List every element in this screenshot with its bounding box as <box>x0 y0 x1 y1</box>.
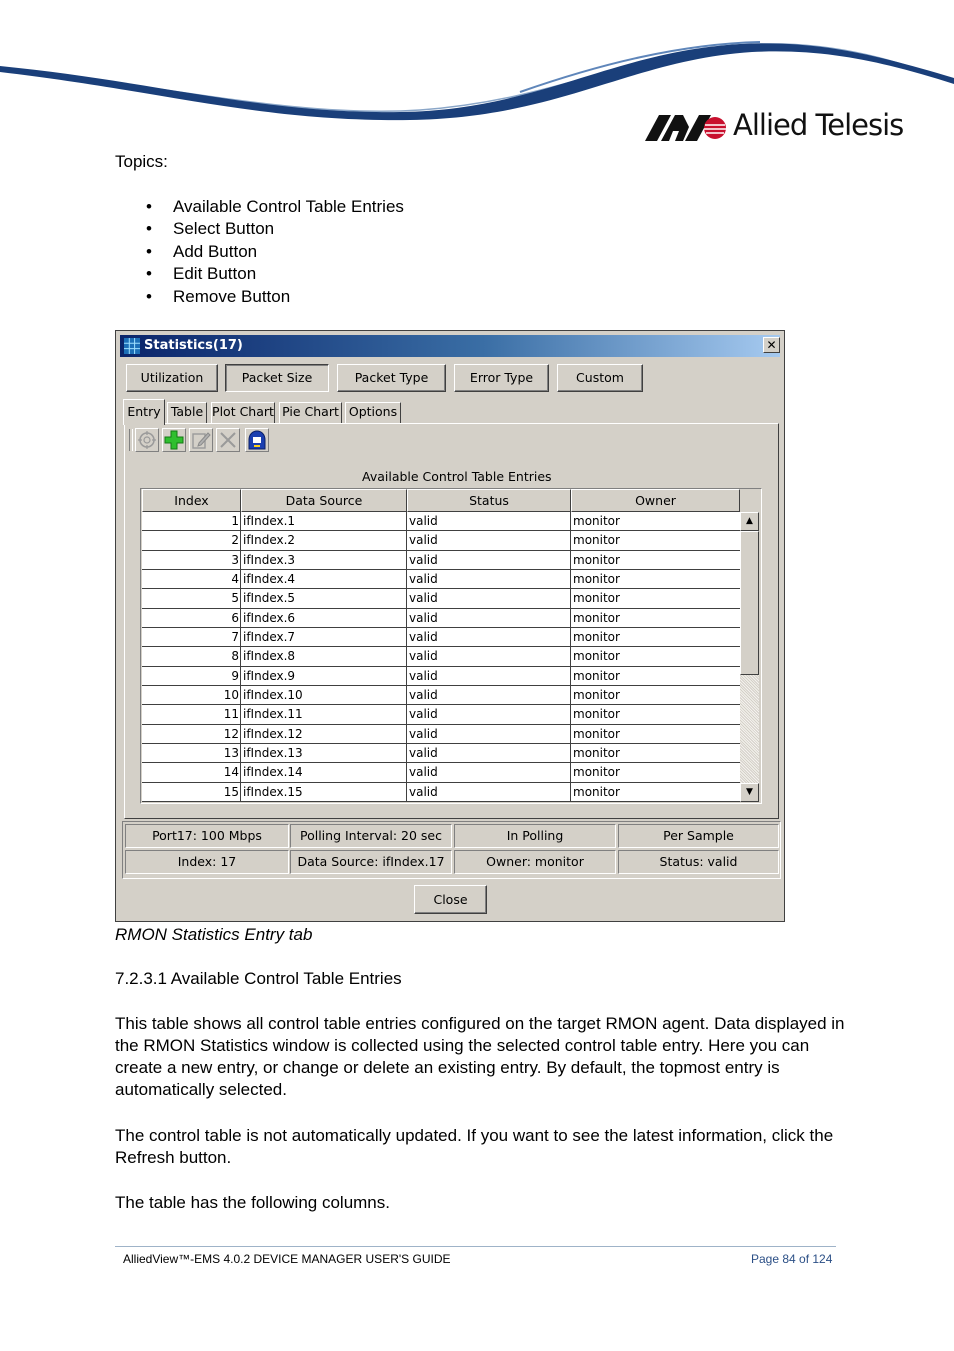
cell-index: 12 <box>142 725 241 743</box>
cell-owner: monitor <box>573 726 620 741</box>
table-body <box>142 512 740 802</box>
scroll-up-icon[interactable]: ▲ <box>740 512 759 531</box>
cell-status: valid <box>407 628 571 646</box>
cell-index: 10 <box>142 686 241 704</box>
cell-status: valid <box>407 609 571 627</box>
cell-owner: monitor <box>573 572 620 586</box>
remove-icon <box>217 429 239 451</box>
scroll-down-icon[interactable]: ▼ <box>740 783 759 802</box>
cell-index: 3 <box>142 551 241 569</box>
cell-status: valid <box>407 783 571 801</box>
table-row[interactable] <box>142 725 740 744</box>
tab-options[interactable]: Options <box>345 402 401 424</box>
cell-data-source: ifIndex.11 <box>241 705 407 723</box>
topic-item: • Remove Button <box>146 286 404 308</box>
status-port: Port17: 100 Mbps <box>125 824 289 848</box>
cell-owner: monitor <box>573 765 620 780</box>
cell-data-source: ifIndex.8 <box>241 647 407 665</box>
footer-divider <box>115 1246 836 1247</box>
cell-owner: monitor <box>573 746 620 760</box>
cell-status: valid <box>407 512 571 530</box>
cell-owner: monitor <box>573 688 620 702</box>
section-heading: 7.2.3.1 Available Control Table Entries <box>115 969 402 988</box>
cell-status: valid <box>407 705 571 723</box>
cell-index: 8 <box>142 647 241 665</box>
grid-icon <box>124 338 140 354</box>
cell-data-source: ifIndex.7 <box>241 628 407 646</box>
table-row[interactable] <box>142 686 740 705</box>
topics-label: Topics: <box>115 152 168 171</box>
table-row[interactable] <box>142 512 740 531</box>
footer-document-title: AlliedView™-EMS 4.0.2 DEVICE MANAGER USER'S GUIDE <box>123 1252 451 1266</box>
refresh-icon <box>246 429 268 451</box>
custom-button[interactable]: Custom <box>557 364 643 392</box>
cell-data-source: ifIndex.3 <box>241 551 407 569</box>
cell-status: valid <box>407 667 571 685</box>
table-row[interactable] <box>142 628 740 647</box>
status-polling-interval: Polling Interval: 20 sec <box>290 824 452 848</box>
allied-telesis-logo-icon <box>645 113 727 141</box>
window-close-icon[interactable]: ✕ <box>763 337 780 353</box>
table-row[interactable] <box>142 667 740 686</box>
cell-index: 15 <box>142 783 241 801</box>
cell-index: 13 <box>142 744 241 762</box>
cell-data-source: ifIndex.15 <box>241 783 407 801</box>
cell-index: 4 <box>142 570 241 588</box>
topic-item: • Add Button <box>146 241 404 263</box>
tab-pie-chart[interactable]: Pie Chart <box>279 402 342 424</box>
status-sample-mode: Per Sample <box>618 824 779 848</box>
cell-status: valid <box>407 744 571 762</box>
cell-data-source: ifIndex.1 <box>241 512 407 530</box>
add-button[interactable] <box>162 428 186 452</box>
status-index: Index: 17 <box>125 850 289 874</box>
cell-status: valid <box>407 763 571 781</box>
cell-index: 9 <box>142 667 241 685</box>
figure-caption: RMON Statistics Entry tab <box>115 925 313 944</box>
control-table <box>140 488 762 804</box>
close-button[interactable]: Close <box>414 885 487 914</box>
column-header-owner[interactable]: Owner <box>571 489 740 512</box>
select-button[interactable] <box>135 428 159 452</box>
cell-owner: monitor <box>573 552 620 567</box>
cell-owner: monitor <box>573 610 620 625</box>
add-icon <box>163 429 185 451</box>
brand-name: Allied Telesis <box>733 108 904 142</box>
table-row[interactable] <box>142 570 740 589</box>
packet-type-button[interactable]: Packet Type <box>337 364 446 392</box>
error-type-button[interactable]: Error Type <box>454 364 549 392</box>
tab-plot-chart[interactable]: Plot Chart <box>211 402 275 424</box>
cell-data-source: ifIndex.13 <box>241 744 407 762</box>
cell-owner: monitor <box>573 630 620 644</box>
cell-data-source: ifIndex.5 <box>241 589 407 607</box>
topic-item: • Edit Button <box>146 263 404 285</box>
cell-owner: monitor <box>573 649 620 664</box>
column-header-index[interactable]: Index <box>142 489 241 512</box>
topics-list <box>146 196 404 308</box>
cell-data-source: ifIndex.2 <box>241 531 407 549</box>
status-entry-status: Status: valid <box>618 850 779 874</box>
cell-status: valid <box>407 570 571 588</box>
cell-status: valid <box>407 531 571 549</box>
table-row[interactable] <box>142 783 740 802</box>
cell-status: valid <box>407 589 571 607</box>
table-scrollbar[interactable] <box>740 512 759 802</box>
table-row[interactable] <box>142 744 740 763</box>
cell-status: valid <box>407 686 571 704</box>
status-panel <box>122 821 781 879</box>
window-title-bar <box>120 335 780 357</box>
cell-index: 11 <box>142 705 241 723</box>
remove-button[interactable] <box>216 428 240 452</box>
cell-data-source: ifIndex.9 <box>241 667 407 685</box>
window-title: Statistics(17) <box>144 338 243 353</box>
cell-status: valid <box>407 725 571 743</box>
table-row[interactable] <box>142 763 740 782</box>
cell-status: valid <box>407 551 571 569</box>
toolbar-grip <box>129 429 133 451</box>
statistics-window <box>115 330 785 922</box>
cell-owner: monitor <box>573 668 620 683</box>
cell-owner: monitor <box>573 707 620 722</box>
status-polling-state: In Polling <box>454 824 616 848</box>
body-paragraph: The control table is not automatically updated. If you want to see the latest information, click the Refresh button. <box>115 1126 834 1167</box>
body-paragraph: This table shows all control table entries configured on the target RMON agent. Data displayed in the RMON Statistics window is collected using the selected control table entry. Here you can create a new entry, or change or delete an existing entry. By default, the topmost entry is automatically selected. <box>115 1014 845 1099</box>
cell-index: 1 <box>142 512 241 530</box>
column-header-status[interactable]: Status <box>407 489 571 512</box>
select-icon <box>136 429 158 451</box>
cell-owner: monitor <box>573 533 620 548</box>
utilization-button[interactable]: Utilization <box>126 364 218 392</box>
cell-data-source: ifIndex.4 <box>241 570 407 588</box>
tab-entry[interactable]: Entry <box>123 399 165 425</box>
status-data-source: Data Source: ifIndex.17 <box>290 850 452 874</box>
cell-index: 7 <box>142 628 241 646</box>
cell-data-source: ifIndex.14 <box>241 763 407 781</box>
scroll-thumb[interactable] <box>740 531 759 675</box>
cell-data-source: ifIndex.12 <box>241 725 407 743</box>
table-row[interactable] <box>142 705 740 724</box>
cell-owner: monitor <box>573 784 620 799</box>
cell-index: 5 <box>142 589 241 607</box>
refresh-button[interactable] <box>245 428 269 452</box>
cell-status: valid <box>407 647 571 665</box>
table-row[interactable] <box>142 609 740 628</box>
cell-owner: monitor <box>573 514 620 528</box>
brand-logo <box>645 108 905 148</box>
table-title: Available Control Table Entries <box>362 469 552 484</box>
cell-owner: monitor <box>573 591 620 606</box>
edit-icon <box>190 429 212 451</box>
cell-index: 6 <box>142 609 241 627</box>
packet-size-button[interactable]: Packet Size <box>225 364 329 392</box>
status-owner: Owner: monitor <box>454 850 616 874</box>
cell-index: 2 <box>142 531 241 549</box>
table-row[interactable] <box>142 551 740 570</box>
cell-data-source: ifIndex.10 <box>241 686 407 704</box>
topic-item: • Select Button <box>146 218 404 240</box>
topic-item: • Available Control Table Entries <box>146 196 404 218</box>
column-header-data-source[interactable]: Data Source <box>241 489 407 512</box>
table-row[interactable] <box>142 531 740 550</box>
tab-table[interactable]: Table <box>167 402 207 424</box>
cell-data-source: ifIndex.6 <box>241 609 407 627</box>
body-paragraph: The table has the following columns. <box>115 1193 390 1212</box>
table-row[interactable] <box>142 647 740 666</box>
footer-page-number: Page 84 of 124 <box>751 1252 833 1266</box>
cell-index: 14 <box>142 763 241 781</box>
edit-button[interactable] <box>189 428 213 452</box>
table-row[interactable] <box>142 589 740 608</box>
